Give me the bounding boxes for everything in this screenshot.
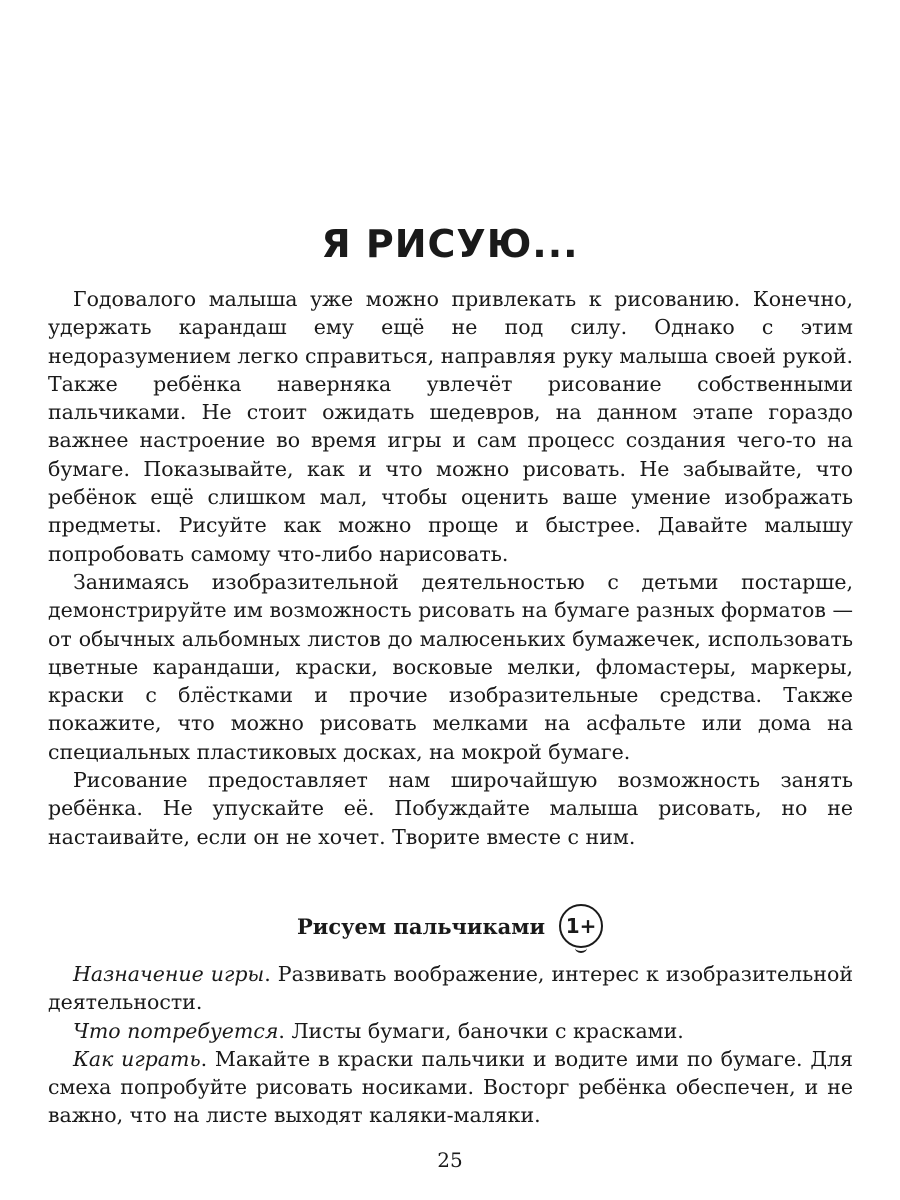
- purpose-label: Назначение игры: [73, 962, 265, 986]
- game-purpose: [48, 960, 853, 1017]
- materials-text: . Листы бумаги, баночки с красками.: [278, 1018, 684, 1043]
- intro-paragraph: Годовалого малыша уже можно привлекать к рисованию. Конечно, удержать карандаш ему ещё не под силу. Однако с этим недоразумением легко справиться, направляя руку малыша своей рукой. Также ребёнка наверняка увлечёт рисование собственными пальчиками. Не стоит ожидать шедевров, на данном этапе гораздо важнее настроение во время игры и сам процесс создания чего-то на бумаге. Показывайте, как и что можно рисовать. Не забывайте, что ребёнок ещё слишком мал, чтобы оценить ваше умение изображать предметы. Рисуйте как можно проще и быстрее. Давайте малышу попробовать самому что-либо нарисовать.: [48, 287, 853, 566]
- materials-label: Что потребуется: [73, 1018, 279, 1043]
- game-howto: [48, 1045, 853, 1130]
- game-heading: [0, 904, 900, 948]
- chapter-title: Я РИСУЮ...: [321, 222, 579, 266]
- howto-text: . Макайте в краски пальчики и водите ими по бумаге. Для смеха попробуйте рисовать носиками. Восторг ребёнка обеспечен, и не важно, что на листе выходят каляки-маляки.: [48, 1046, 853, 1128]
- game-section: [48, 960, 853, 1130]
- page-number: 25: [437, 1148, 463, 1172]
- intro-paragraph: Рисование предоставляет нам широчайшую возможность занять ребёнка. Не упускайте её. Побуждайте малыша рисовать, но не настаивайте, если он не хочет. Творите вместе с ним.: [48, 768, 853, 849]
- intro-paragraph: Занимаясь изобразительной деятельностью с детьми постарше, демонстрируйте им возможность рисовать на бумаге разных форматов — от обычных альбомных листов до малюсеньких бумажечек, использовать цветные карандаши, краски, восковые мелки, фломастеры, маркеры, краски с блёстками и прочие изобразительные средства. Также покажите, что можно рисовать мелками на асфальте или дома на специальных пластиковых досках, на мокрой бумаге.: [48, 569, 853, 764]
- intro-section: [48, 285, 853, 851]
- game-materials: [48, 1017, 853, 1045]
- howto-label: Как играть: [73, 1046, 201, 1071]
- game-title: Рисуем пальчиками: [296, 913, 546, 939]
- purpose-text: . Развивать воображение, интерес к изобразительной деятельности.: [48, 962, 853, 1015]
- age-badge-icon: 1+: [559, 904, 603, 948]
